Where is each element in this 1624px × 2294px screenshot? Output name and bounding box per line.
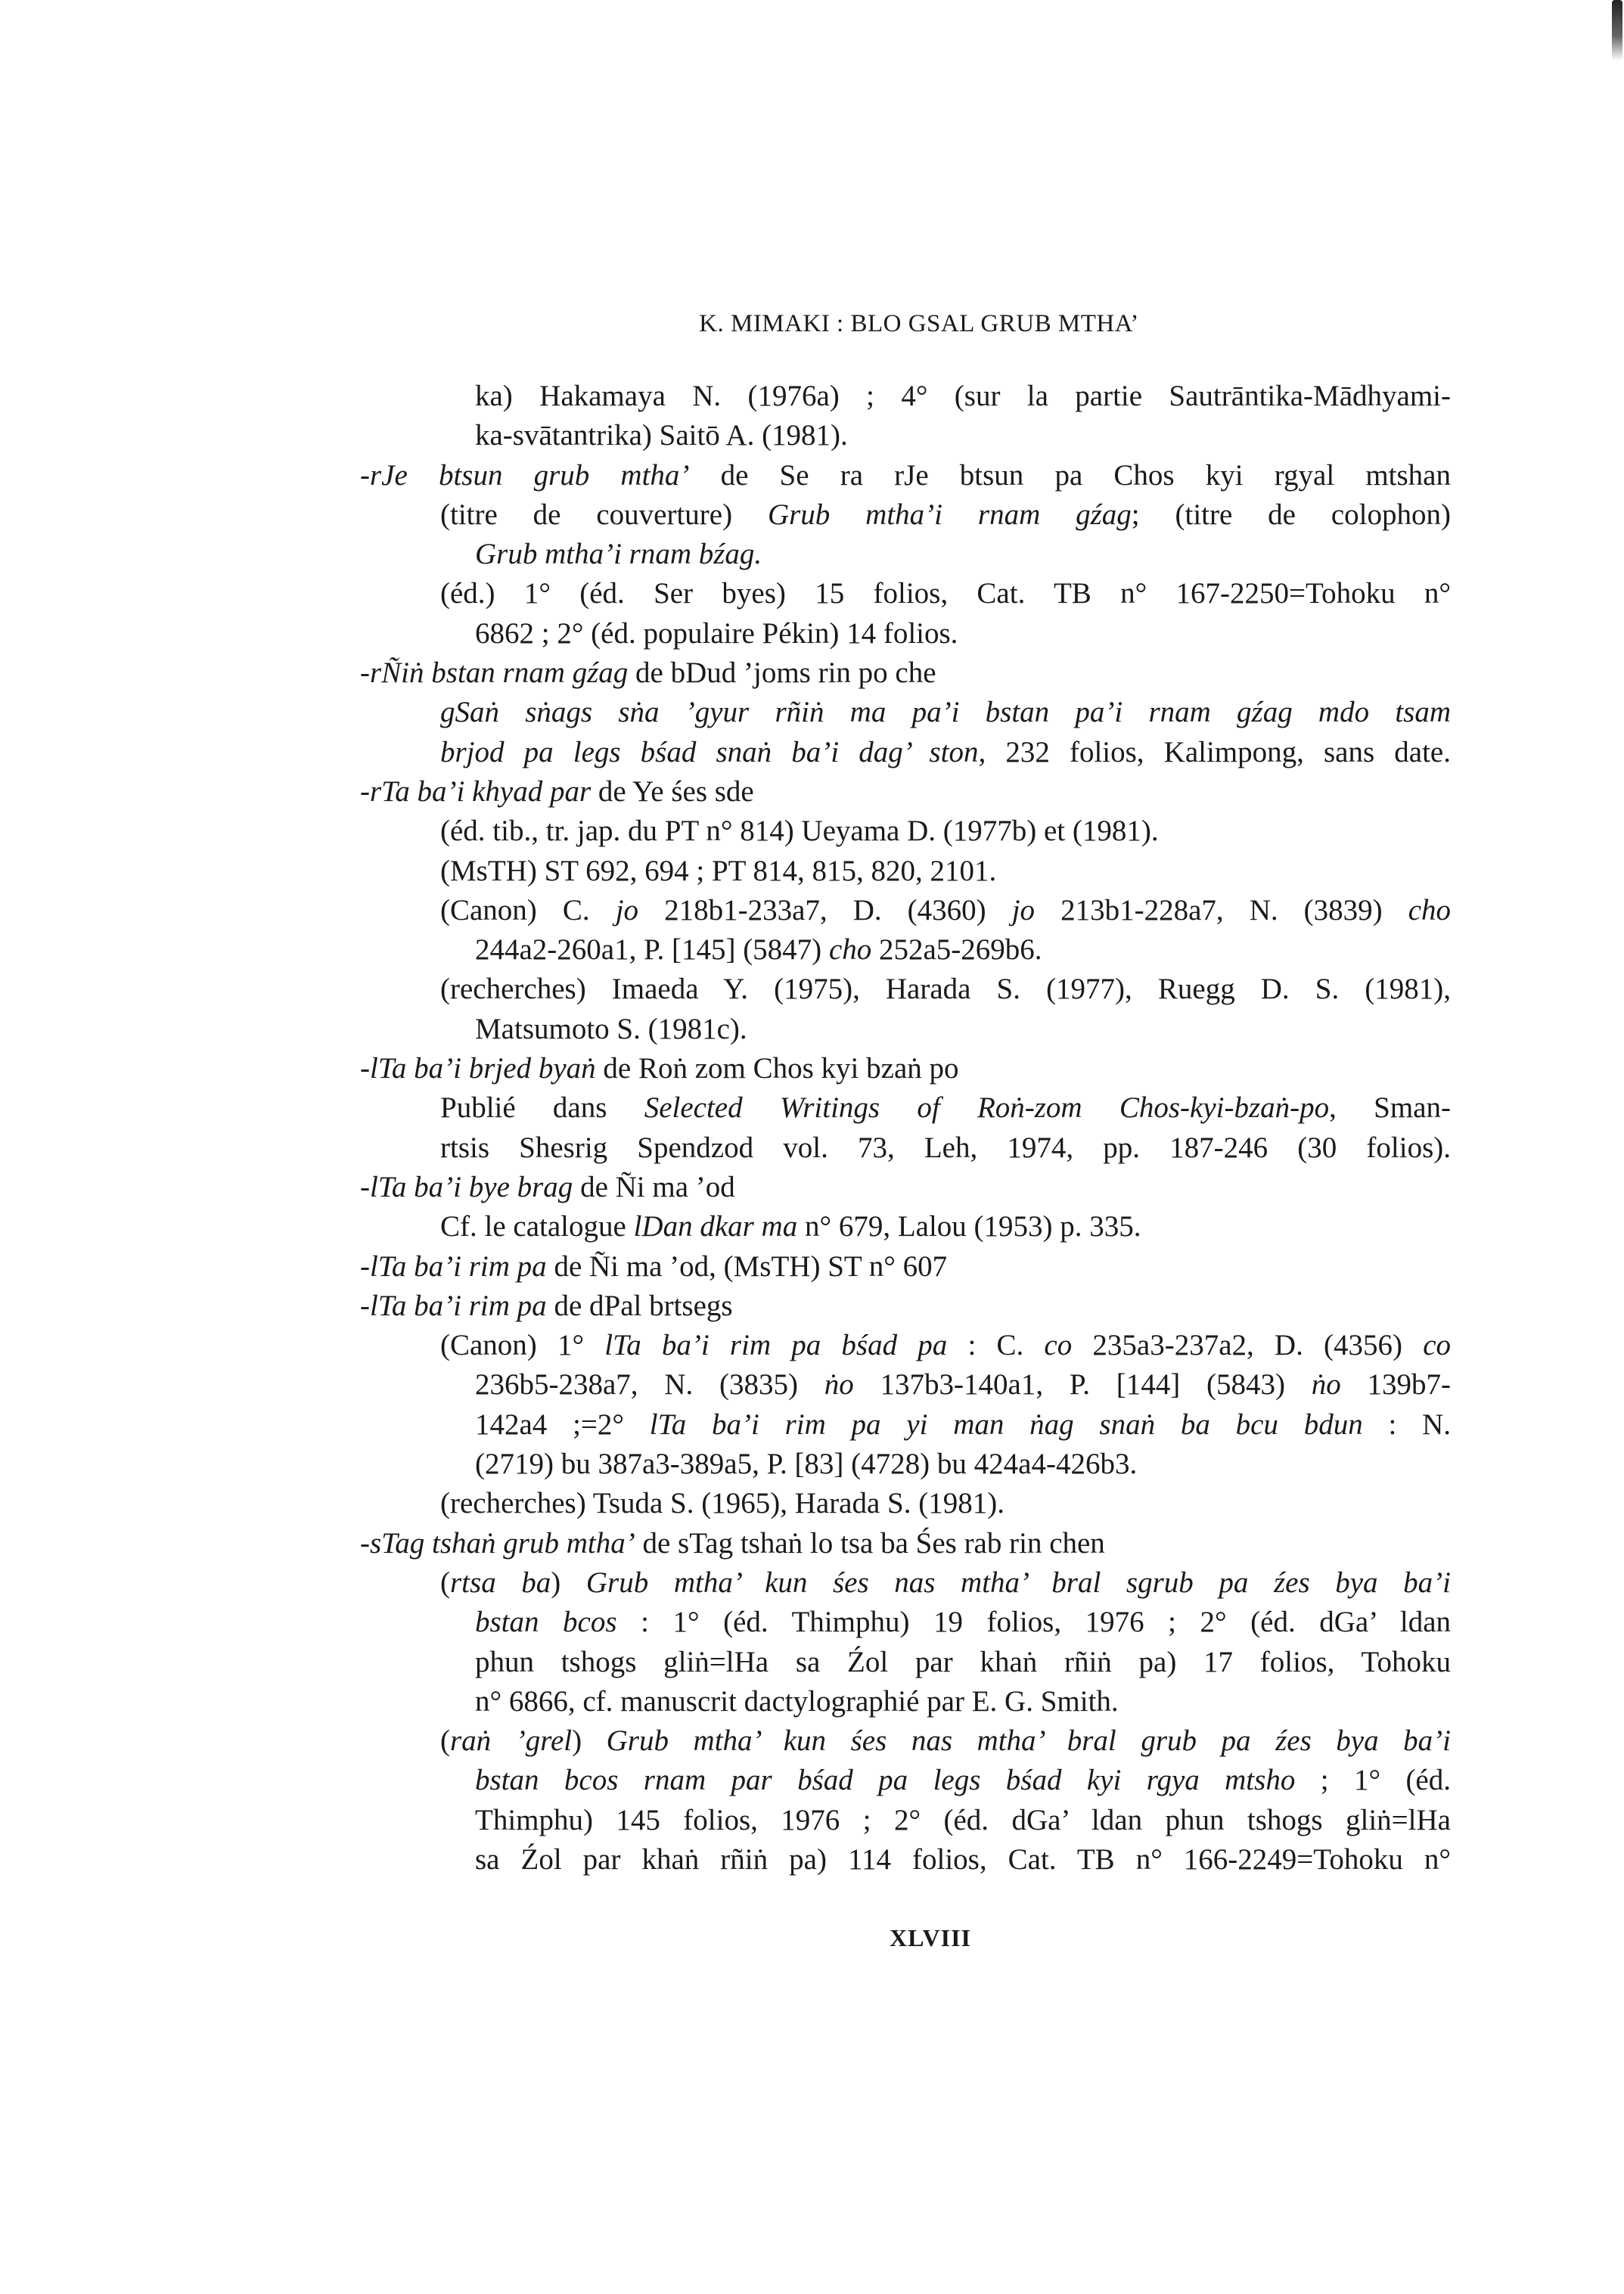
entry-text-line — [475, 1365, 1451, 1405]
text-segment: ka) Hakamaya N. (1976a) ; 4° (sur la partie Sautrāntika-Mādhyami- — [475, 380, 1451, 412]
text-segment: (Canon) 1° — [440, 1329, 605, 1362]
entry-text-line — [475, 1840, 1451, 1880]
italic-title-segment: lDan dkar ma — [633, 1210, 798, 1243]
italic-title-segment: -rÑiṅ bstan rnam gźag — [360, 657, 629, 690]
italic-title-segment: ṅo — [1311, 1368, 1341, 1402]
entry-text-line — [475, 1405, 1451, 1445]
text-segment: ( — [440, 1724, 450, 1758]
running-header: K. MIMAKI : BLO GSAL GRUB MTHA’ — [699, 310, 1139, 337]
entry-text-line — [440, 1326, 1451, 1365]
text-segment: n° 679, Lalou (1953) p. 335. — [797, 1210, 1141, 1243]
entry-text-line — [440, 1088, 1451, 1128]
text-segment: phun tshogs gliṅ=lHa sa Źol par khaṅ rñiṅ pa) 17 folios, Tohoku — [475, 1645, 1451, 1678]
entry-text-line — [440, 495, 1451, 535]
entry-text-line — [475, 377, 1451, 416]
italic-title-segment: Grub mtha’ kun śes nas mtha’ bral sgrub pa źes bya ba’i — [585, 1566, 1451, 1599]
text-segment: de Se ra rJe btsun pa Chos kyi rgyal mtshan — [689, 458, 1451, 492]
italic-title-segment: bstan bcos — [475, 1606, 617, 1639]
text-segment: n° 6866, cf. manuscrit dactylographié par E. G. Smith. — [475, 1684, 1119, 1718]
entry-title-line — [360, 772, 1451, 812]
text-segment: (éd.) 1° (éd. Ser byes) 15 folios, Cat. TB n° 167-2250=Tohoku n° — [440, 577, 1451, 610]
text-segment: Publié dans — [440, 1091, 644, 1125]
bibliography-text — [360, 377, 1451, 1880]
italic-title-segment: jo — [1011, 893, 1036, 927]
text-segment: (recherches) Tsuda S. (1965), Harada S. (1981). — [440, 1487, 1005, 1520]
italic-title-segment: bstan bcos rnam par bśad pa legs bśad kyi rgya mtsho — [475, 1764, 1296, 1797]
text-segment: (2719) bu 387a3-389a5, P. [83] (4728) bu 424a4-426b3. — [475, 1448, 1138, 1481]
text-segment: de Ñi ma ’od — [573, 1170, 735, 1203]
text-segment: 235a3-237a2, D. (4356) — [1072, 1329, 1424, 1362]
entry-text-line — [475, 614, 1451, 653]
text-segment: : N. — [1362, 1408, 1451, 1441]
italic-title-segment: -lTa ba’i bye brag — [360, 1170, 573, 1203]
italic-title-segment: cho — [1408, 893, 1452, 927]
text-segment: Cf. le catalogue — [440, 1210, 634, 1243]
italic-title-segment: co — [1044, 1329, 1073, 1362]
text-segment: (Canon) C. — [440, 893, 616, 927]
entry-title-line — [360, 1049, 1451, 1088]
italic-title-segment: Selected Writings of Roṅ-zom Chos-kyi-bzaṅ-po — [644, 1091, 1330, 1125]
text-segment: de sTag tshaṅ lo tsa ba Śes rab rin chen — [635, 1526, 1105, 1560]
text-segment: rtsis Shesrig Spendzod vol. 73, Leh, 1974, pp. 187-246 (30 folios). — [440, 1131, 1451, 1164]
italic-title-segment: Grub mtha’i rnam bźag. — [475, 538, 762, 571]
text-segment: de Roṅ zom Chos kyi bzaṅ po — [595, 1052, 959, 1085]
entry-text-line — [475, 535, 1451, 574]
text-segment: : 1° (éd. Thimphu) 19 folios, 1976 ; 2° (éd. dGa’ ldan — [616, 1606, 1451, 1639]
text-segment: ( — [440, 1566, 450, 1599]
entry-title-line — [360, 1168, 1451, 1207]
italic-title-segment: raṅ ’grel — [450, 1724, 573, 1758]
text-segment: sa Źol par khaṅ rñiṅ pa) 114 folios, Cat. TB n° 166-2249=Tohoku n° — [475, 1842, 1451, 1876]
text-segment: Matsumoto S. (1981c). — [475, 1012, 747, 1045]
entry-text-line — [440, 891, 1451, 930]
italic-title-segment: lTa ba’i rim pa bśad pa — [604, 1329, 948, 1362]
entry-title-line — [360, 653, 1451, 693]
entry-title-line — [360, 1287, 1451, 1326]
text-segment: de dPal brtsegs — [546, 1289, 733, 1322]
entry-text-line — [475, 1643, 1451, 1682]
text-segment: 244a2-260a1, P. [145] (5847) — [475, 933, 829, 967]
text-segment: ) — [551, 1566, 586, 1599]
text-segment: 252a5-269b6. — [871, 933, 1042, 967]
entry-title-line — [360, 456, 1451, 495]
text-segment: Thimphu) 145 folios, 1976 ; 2° (éd. dGa’ ldan phun tshogs gliṅ=lHa — [475, 1803, 1451, 1836]
italic-title-segment: -sTag tshaṅ grub mtha’ — [360, 1526, 635, 1560]
text-segment: (éd. tib., tr. jap. du PT n° 814) Ueyama D. (1977b) et (1981). — [440, 815, 1159, 848]
text-segment: de Ñi ma ’od, (MsTH) ST n° 607 — [546, 1249, 948, 1283]
italic-title-segment: ṅo — [824, 1368, 854, 1402]
entry-text-line — [440, 1721, 1451, 1761]
text-segment: de Ye śes sde — [591, 774, 754, 808]
italic-title-segment: -lTa ba’i rim pa — [360, 1289, 547, 1322]
entry-text-line — [475, 1603, 1451, 1642]
italic-title-segment: rtsa ba — [450, 1566, 551, 1599]
text-segment: 6862 ; 2° (éd. populaire Pékin) 14 folios. — [475, 616, 958, 650]
entry-text-line — [475, 1445, 1451, 1484]
text-segment: (MsTH) ST 692, 694 ; PT 814, 815, 820, 2101. — [440, 854, 997, 887]
entry-text-line — [475, 1010, 1451, 1049]
italic-title-segment: -rJe btsun grub mtha’ — [360, 458, 690, 492]
entry-text-line — [440, 1128, 1451, 1168]
entry-text-line — [440, 574, 1451, 613]
entry-text-line — [440, 970, 1451, 1009]
italic-title-segment: -lTa ba’i rim pa — [360, 1249, 547, 1283]
text-segment: de bDud ’joms rin po che — [628, 657, 936, 690]
entry-text-line — [475, 1801, 1451, 1840]
italic-title-segment: Grub mtha’i rnam gźag — [767, 498, 1132, 531]
text-segment: 137b3-140a1, P. [144] (5843) — [853, 1368, 1312, 1402]
entry-text-line — [440, 1207, 1451, 1246]
text-segment: 236b5-238a7, N. (3835) — [475, 1368, 824, 1402]
scan-edge-mark — [1612, 0, 1622, 61]
italic-title-segment: cho — [828, 933, 872, 967]
text-segment: ) — [572, 1724, 607, 1758]
entry-text-line — [440, 852, 1451, 891]
entry-text-line — [475, 1682, 1451, 1721]
text-segment: 213b1-228a7, N. (3839) — [1035, 893, 1408, 927]
text-segment: (recherches) Imaeda Y. (1975), Harada S. (1977), Ruegg D. S. (1981), — [440, 973, 1451, 1006]
text-segment: , Sman- — [1329, 1091, 1451, 1125]
text-segment: ; 1° (éd. — [1295, 1764, 1451, 1797]
entry-text-line — [440, 1484, 1451, 1523]
page-number: XLVIII — [890, 1924, 971, 1951]
entry-title-line — [360, 1524, 1451, 1563]
text-segment: : C. — [947, 1329, 1045, 1362]
text-segment: (titre de couverture) — [440, 498, 768, 531]
entry-title-line — [360, 1247, 1451, 1287]
italic-title-segment: gSaṅ sṅags sṅa ’gyur rñiṅ ma pa’i bstan pa’i rnam gźag mdo tsam — [440, 696, 1451, 729]
italic-title-segment: -rTa ba’i khyad par — [360, 774, 592, 808]
italic-title-segment: -lTa ba’i brjed byaṅ — [360, 1052, 596, 1085]
text-segment: ; (titre de colophon) — [1131, 498, 1451, 531]
entry-text-line — [440, 1563, 1451, 1603]
entry-text-line — [440, 812, 1451, 851]
text-segment: 139b7- — [1340, 1368, 1451, 1402]
italic-title-segment: co — [1423, 1329, 1451, 1362]
entry-text-line — [475, 1761, 1451, 1800]
italic-title-segment: jo — [615, 893, 639, 927]
italic-title-segment: lTa ba’i rim pa yi man ṅag snaṅ ba bcu bdun — [649, 1408, 1363, 1441]
entry-text-line — [475, 416, 1451, 455]
text-segment: 218b1-233a7, D. (4360) — [638, 893, 1012, 927]
text-segment: 232 folios, Kalimpong, sans date. — [986, 735, 1451, 768]
entry-text-line — [440, 733, 1451, 772]
text-segment: 142a4 ;=2° — [475, 1408, 650, 1441]
text-segment: ka-svātantrika) Saitō A. (1981). — [475, 419, 848, 452]
italic-title-segment: brjod pa legs bśad snaṅ ba’i dag’ ston, — [440, 735, 986, 768]
entry-text-line — [440, 693, 1451, 732]
italic-title-segment: Grub mtha’ kun śes nas mtha’ bral grub pa źes bya ba’i — [606, 1724, 1451, 1758]
entry-text-line — [475, 930, 1451, 970]
